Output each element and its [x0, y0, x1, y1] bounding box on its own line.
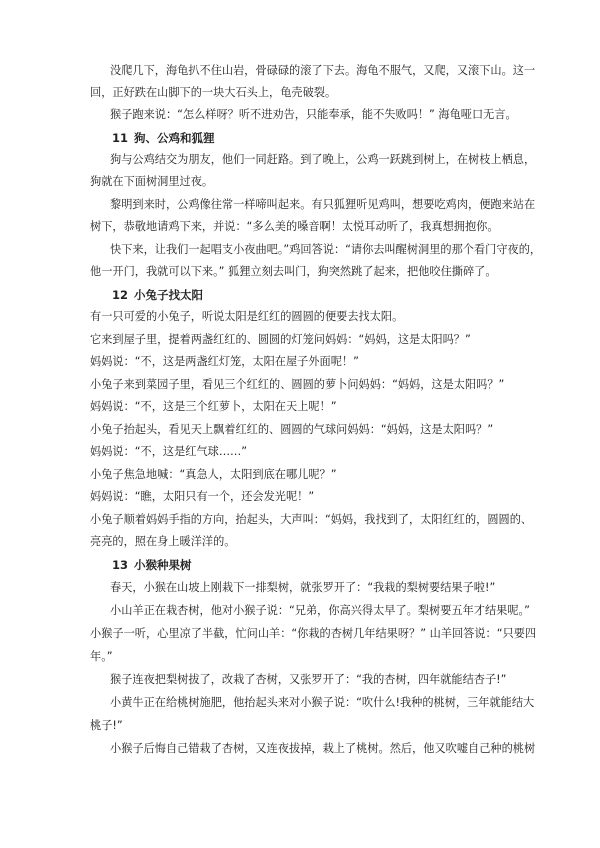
text-line: 小兔子抬起头，看见天上飘着红红的、圆圆的气球问妈妈：“妈妈，这是太阳吗？” [90, 423, 494, 436]
text-line: 回，正好跌在山脚下的一块大石头上，龟壳破裂。 [90, 86, 337, 99]
text-line: 黎明到来时，公鸡像往常一样啼叫起来。有只狐狸听见鸡叫，想要吃鸡肉，便跑来站在 [110, 198, 536, 211]
text-line: 年。” [90, 650, 113, 663]
text-line: 小山羊正在栽杏树，他对小猴子说：“兄弟，你高兴得太早了。梨树要五年才结果呢。” [110, 604, 530, 617]
text-line: 妈妈说：“不，这是红气球……” [90, 445, 248, 458]
text-line: 小黄牛正在给桃树施肥，他抬起头来对小猴子说：“吹什么!我种的桃树，三年就能结大 [110, 696, 535, 709]
text-line: 小猴子一听，心里凉了半截，忙问山羊：“你栽的杏树几年结果呀？” 山羊回答说：“只要四 [90, 627, 537, 640]
text-line: 小兔子来到菜园子里，看见三个红红的、圆圆的萝卜问妈妈：“妈妈，这是太阳吗？” [90, 378, 505, 391]
text-line: 他一开门，我就可以下来。” 狐狸立刻去叫门，狗突然跳了起来，把他咬住撕碎了。 [90, 265, 497, 278]
text-line: 妈妈说：“不，这是三个红萝卜，太阳在天上呢！” [90, 400, 337, 413]
section-title: 狗、公鸡和狐狸 [134, 131, 215, 145]
section-title: 小猴种果树 [134, 558, 192, 572]
text-line: 快下来，让我们一起唱支小夜曲吧。”鸡回答说：“请你去叫醒树洞里的那个看门守夜的， [110, 243, 542, 256]
text-line: 妈妈说：“瞧，太阳只有一个，还会发光呢！” [90, 490, 315, 503]
section-heading [112, 287, 203, 303]
text-line: 狗与公鸡结交为朋友，他们一同赶路。到了晚上，公鸡一跃跳到树上，在树枝上栖息， [110, 153, 536, 166]
text-line: 妈妈说：“不，这是两盏红灯笼，太阳在屋子外面呢！” [90, 355, 359, 368]
text-line: 树下，恭敬地请鸡下来，并说：“多么美的嗓音啊！太悦耳动听了，我真想拥抱你。 [90, 220, 499, 233]
section-title: 小兔子找太阳 [134, 288, 203, 302]
text-line: 春天，小猴在山坡上刚栽下一排梨树，就张罗开了：“我栽的梨树要结果子啦!” [110, 581, 496, 594]
text-line: 猴子连夜把梨树拔了，改栽了杏树，又张罗开了：“我的杏树，四年就能结杏子!” [110, 673, 507, 686]
text-line: 它来到屋子里，提着两盏红红的、圆圆的灯笼问妈妈：“妈妈，这是太阳吗？” [90, 333, 471, 346]
section-number: 12 [112, 288, 129, 302]
text-line: 狗就在下面树洞里过夜。 [90, 175, 214, 188]
text-line: 小猴子后悔自己错栽了杏树，又连夜拔掉，栽上了桃树。然后，他又吹嘘自己种的桃树 [110, 742, 536, 755]
text-line: 猴子跑来说：“怎么样呀？听不进劝告，只能奉承，能不失败吗！” 海龟哑口无言。 [110, 108, 517, 121]
section-number: 13 [112, 558, 129, 572]
section-heading [112, 557, 192, 573]
section-heading [112, 130, 215, 146]
section-number: 11 [112, 131, 129, 145]
text-line: 桃子!” [90, 719, 123, 732]
text-line: 小兔子焦急地喊：“真急人，太阳到底在哪儿呢？” [90, 468, 337, 481]
text-line: 没爬几下，海龟扒不住山岩，骨碌碌的滚了下去。海龟不服气，又爬，又滚下山。这一 [110, 64, 536, 77]
text-line: 亮亮的，照在身上暖洋洋的。 [90, 535, 236, 548]
text-line: 小兔子顺着妈妈手指的方向，抬起头，大声叫：“妈妈，我找到了，太阳红红的，圆圆的、 [90, 513, 533, 526]
text-line: 有一只可爱的小兔子，听说太阳是红红的圆圆的便要去找太阳。 [90, 310, 404, 323]
